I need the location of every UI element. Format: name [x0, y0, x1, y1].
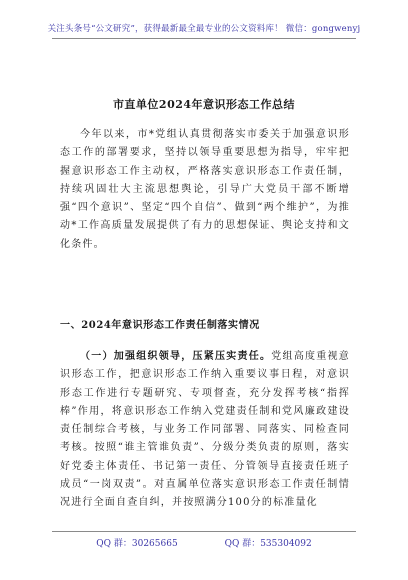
footer-qq-group-1: QQ 群：30265665 [96, 539, 178, 549]
section-heading: 一、2024年意识形态工作责任制落实情况 [60, 320, 260, 331]
subsection-block [60, 348, 350, 513]
subsection-paragraph [60, 348, 350, 513]
intro-paragraph: 今年以来，市*党组认真贯彻落实市委关于加强意识形态工作的部署要求，坚持以领导重要思想为指导，牢牢把握意识形态工作主动权，严格落实意识形态工作责任制，持续巩固壮大主流思想舆论，引导广大党员干部不断增强“四个意识”、坚定“四个自信”、做到“两个维护”，为推动*工作高质量发展提供了有力的思想保证、舆论支持和文化条件。 [60, 129, 350, 250]
subsection-body: 党组高度重视意识形态工作，把意识形态工作纳入重要议事日程，对意识形态工作进行专题研究、专项督查，充分发挥考核“指挥棒”作用，将意识形态工作纳入党建责任制和党风廉政建设责任制综合考核，与业务工作同部署、同落实、同检查同考核。按照“谁主管谁负责”、分级分类负责的原则，落实好党委主体责任、书记第一责任、分管领导直接责任班子成员“一岗双责”。对直属单位落实意识形态工作责任制情况进行全面自查自纠，并按照满分100分的标准量化 [60, 351, 350, 509]
intro-block [60, 126, 350, 254]
footer-qq-group-2: QQ 群：535304092 [224, 539, 312, 549]
subsection-heading: （一）加强组织领导，压紧压实责任。 [80, 351, 272, 362]
document-title: 市直单位2024年意识形态工作总结 [112, 98, 296, 111]
footer [0, 536, 408, 549]
footer-divider [52, 531, 356, 532]
header-banner: 关注头条号“公文研究”，获得最新最全最专业的公文资料库！ 微信：gongwenyj [47, 24, 361, 34]
header-divider [52, 38, 356, 39]
